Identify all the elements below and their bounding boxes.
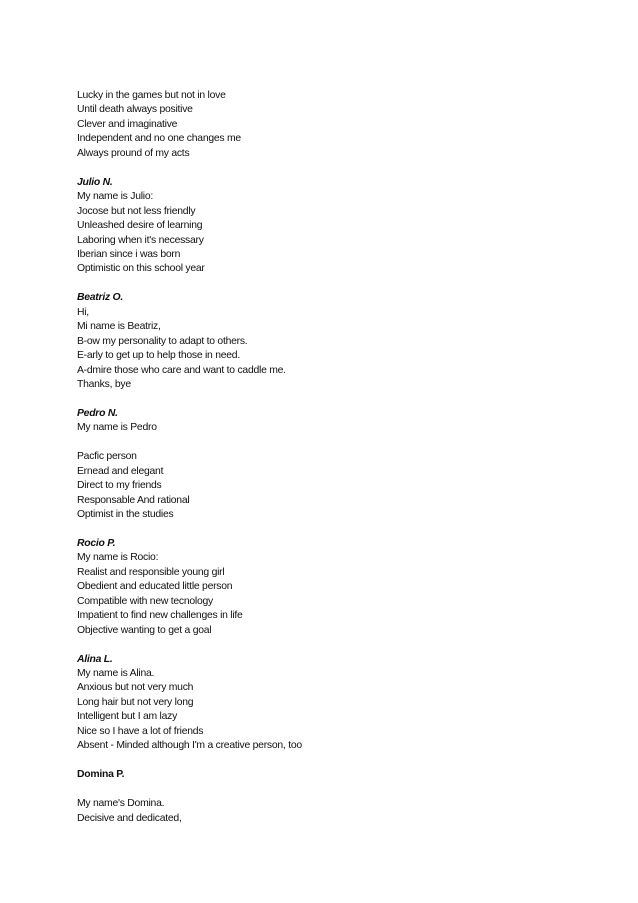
poem-line: Iberian since i was born (77, 248, 181, 260)
spacer (77, 277, 597, 291)
poem-line: Independent and no one changes me (77, 133, 241, 145)
alina-poem (77, 653, 597, 754)
domina-poem (77, 768, 597, 826)
beatriz-poem (77, 291, 597, 392)
poem-line: Ernead and elegant (77, 465, 164, 477)
document-page (77, 89, 597, 826)
poem-line: Objective wanting to get a goal (77, 624, 212, 636)
poem-line: Impatient to find new challenges in life (77, 610, 243, 622)
poem-line: Mi name is Beatriz, (77, 321, 161, 333)
julio-poem (77, 176, 597, 277)
poem-line: B-ow my personality to adapt to others. (77, 335, 248, 347)
spacer (77, 783, 597, 797)
poem-line: Optimistic on this school year (77, 263, 205, 275)
poem-line: Laboring when it's necessary (77, 234, 204, 246)
poem-line: Unleashed desire of learning (77, 220, 203, 232)
poem-line: Anxious but not very much (77, 682, 194, 694)
spacer (77, 638, 597, 652)
poem-line: My name is Rocio: (77, 552, 159, 564)
poem-line: Always pround of my acts (77, 147, 190, 159)
poem-line: My name is Julio: (77, 191, 154, 203)
poem-line: Pacfic person (77, 451, 137, 463)
poem-line: Realist and responsible young girl (77, 566, 225, 578)
author-heading: Julio N. (77, 176, 113, 188)
poem-line: Obedient and educated little person (77, 581, 233, 593)
poem-line: Jocose but not less friendly (77, 205, 196, 217)
spacer (77, 436, 597, 450)
poem-line: Until death always positive (77, 104, 193, 116)
poem-line: Clever and imaginative (77, 118, 178, 130)
author-heading: Rocio P. (77, 537, 116, 549)
author-heading: Alina L. (77, 653, 113, 665)
poem-line: My name is Alina. (77, 668, 155, 680)
poem-line: Nice so I have a lot of friends (77, 725, 204, 737)
poem-line: Absent - Minded although I'm a creative person, too (77, 740, 302, 752)
poem-line: My name is Pedro (77, 422, 157, 434)
spacer (77, 161, 597, 175)
intro-poem (77, 89, 597, 161)
poem-line: Long hair but not very long (77, 696, 194, 708)
poem-line: A-dmire those who care and want to caddle me. (77, 364, 286, 376)
poem-line: Decisive and dedicated, (77, 812, 182, 824)
spacer (77, 392, 597, 406)
rocio-poem (77, 537, 597, 638)
poem-line: Compatible with new tecnology (77, 595, 213, 607)
poem-line: Lucky in the games but not in love (77, 90, 226, 101)
spacer (77, 523, 597, 537)
poem-line: Responsable And rational (77, 494, 190, 506)
author-heading: Domina P. (77, 769, 125, 781)
pedro-poem (77, 407, 597, 523)
poem-line: E-arly to get up to help those in need. (77, 350, 240, 362)
poem-line: Intelligent but I am lazy (77, 711, 178, 723)
spacer (77, 754, 597, 768)
poem-line: Thanks, bye (77, 379, 131, 391)
poem-line: Direct to my friends (77, 480, 162, 492)
poem-line: Hi, (77, 306, 89, 318)
author-heading: Beatriz O. (77, 292, 124, 304)
poem-line: Optimist in the studies (77, 509, 174, 521)
poem-line: My name's Domina. (77, 798, 165, 810)
author-heading: Pedro N. (77, 407, 118, 419)
